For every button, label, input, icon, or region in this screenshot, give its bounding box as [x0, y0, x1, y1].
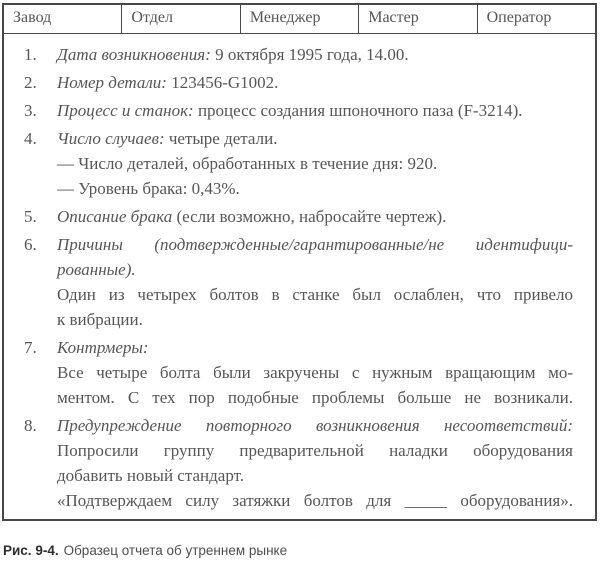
report-item — [24, 126, 573, 201]
report-line — [57, 488, 573, 513]
report-line — [57, 413, 573, 438]
item-number: 4. — [24, 129, 37, 148]
report-line — [57, 282, 573, 307]
line-segment: Попросили группу предварительной наладки оборудования — [57, 441, 573, 460]
line-segment: (если возможно, набросайте чертеж). — [172, 207, 447, 226]
report-line — [57, 98, 573, 123]
line-segment: 9 октября 1995 года, 14.00. — [210, 45, 409, 64]
line-segment: Описание брака — [57, 207, 173, 226]
report-line — [57, 335, 573, 360]
line-segment: Один из четырех болтов в станке был ослаблен, что привело — [57, 285, 573, 304]
line-segment: Все четыре болта были закручены с нужным вращающим мо- — [57, 363, 573, 382]
item-content — [57, 70, 573, 95]
line-segment: 123456-G1002. — [166, 73, 279, 92]
line-segment: Причины (подтвержденные/гарантированные/не идентифици- — [57, 235, 573, 254]
line-segment: Предупреждение повторного возникновения несоответствий: — [57, 416, 573, 435]
item-number: 8. — [24, 416, 37, 435]
report-line — [57, 151, 573, 176]
line-segment: — Уровень брака: 0,43%. — [57, 179, 240, 198]
report-item — [24, 42, 573, 67]
report-line — [57, 360, 573, 385]
item-number: 2. — [24, 73, 37, 92]
figure-caption-label: Рис. 9-4. — [3, 543, 59, 558]
header-cell: Отдел — [122, 5, 240, 33]
report-line — [57, 257, 573, 282]
item-number: 1. — [24, 45, 37, 64]
header-cell: Мастер — [359, 5, 477, 33]
line-segment: к вибрации. — [57, 310, 143, 329]
report-item — [24, 204, 573, 229]
line-segment: «Подтверждаем силу затяжки болтов для _____ оборудования». — [57, 491, 573, 510]
line-segment: Дата возникновения: — [57, 45, 211, 64]
report-line — [57, 176, 573, 201]
item-content — [57, 126, 573, 201]
item-content — [57, 204, 573, 229]
line-segment: рованные). — [57, 260, 136, 279]
item-content — [57, 232, 573, 332]
report-line — [57, 438, 573, 463]
report-line — [57, 463, 573, 488]
item-number: 7. — [24, 338, 37, 357]
report-item — [24, 335, 573, 410]
report-line — [57, 307, 573, 332]
item-content — [57, 335, 573, 410]
report-item — [24, 232, 573, 332]
line-segment: добавить новый стандарт. — [57, 466, 244, 485]
item-content — [57, 413, 573, 513]
report-line — [57, 126, 573, 151]
report-line — [57, 70, 573, 95]
report-list — [4, 34, 595, 513]
line-segment: Контрмеры: — [57, 338, 149, 357]
line-segment: ментом. С тех пор подобные проблемы больше не возникали. — [57, 388, 573, 407]
report-box — [2, 3, 597, 521]
line-segment: четыре детали. — [164, 129, 278, 148]
line-segment: Число случаев: — [57, 129, 165, 148]
line-segment: Процесс и станок: — [57, 101, 194, 120]
report-line — [57, 204, 573, 229]
figure-caption-text: Образец отчета об утреннем рынке — [63, 543, 288, 558]
report-line — [57, 232, 573, 257]
item-content — [57, 42, 573, 67]
header-cell: Оператор — [486, 9, 552, 26]
report-header-row — [4, 5, 595, 34]
report-item — [24, 98, 573, 123]
item-number: 3. — [24, 101, 37, 120]
header-cell: Завод — [4, 5, 122, 33]
item-number: 6. — [24, 235, 37, 254]
line-segment: Номер детали: — [57, 73, 167, 92]
report-item — [24, 70, 573, 95]
figure-caption — [3, 543, 597, 558]
report-item — [24, 413, 573, 513]
line-segment: — Число деталей, обработанных в течение дня: 920. — [57, 154, 438, 173]
item-content — [57, 98, 573, 123]
line-segment: процесс создания шпоночного паза (F-3214). — [193, 101, 523, 120]
report-line — [57, 385, 573, 410]
header-cell: Менеджер — [241, 5, 359, 33]
item-number: 5. — [24, 207, 37, 226]
report-line — [57, 42, 573, 67]
